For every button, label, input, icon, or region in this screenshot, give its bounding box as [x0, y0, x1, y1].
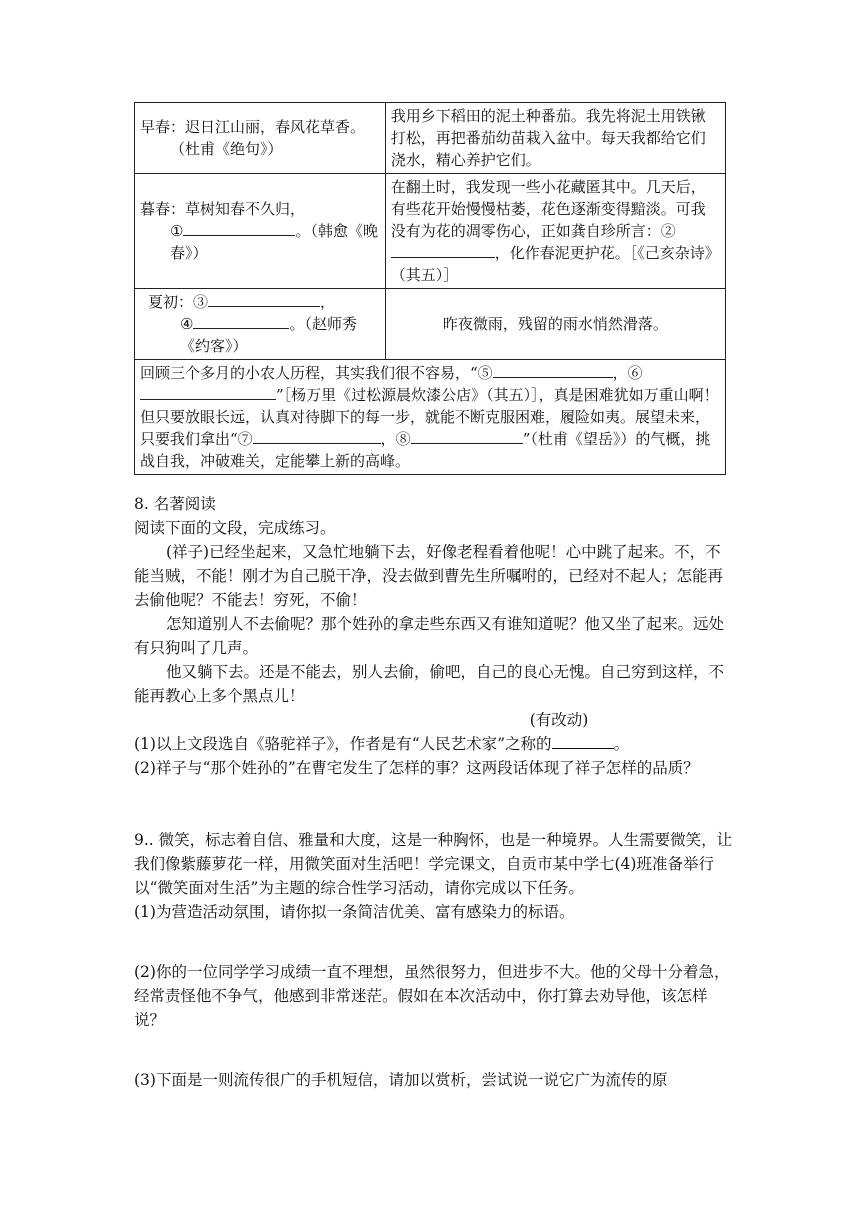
author-answer-blank[interactable]: [552, 734, 614, 749]
comma: ，: [320, 293, 336, 311]
light-rain-cell: 昨夜微雨，残留的雨水悄然滑落。: [385, 289, 725, 360]
q8-paragraph-1: (祥子)已经坐起来，又急忙地躺下去，好像老程看着他呢！心中跳了起来。不，不能当贼，不能！刚才为自己脱干净，没去做到曹先生所嘱咐的，已经对不起人；怎能再去偷他呢？不能去！穷死，不偷！: [134, 543, 724, 609]
early-spring-cell: [135, 103, 386, 174]
early-summer-source: 。（赵师秀《约客》）: [180, 315, 357, 355]
table-row: [135, 103, 726, 174]
fill-blank-6[interactable]: [140, 384, 276, 400]
early-spring-source: （杜甫《绝句》）: [170, 140, 283, 158]
late-spring-line: 暮春：草树知春不久归，: [140, 200, 306, 218]
review-text-e: ”（杜甫《望岳》）的气概，挑战自我，冲破难关，定能攀上新的高峰。: [140, 430, 711, 470]
review-text-d: ，⑧: [380, 430, 411, 448]
fill-blank-8[interactable]: [411, 428, 523, 444]
tomato-planting-cell: 我用乡下稻田的泥土种番茄。我先将泥土用铁锹打松，再把番茄幼苗栽入盆中。每天我都给它们浇水，精心养护它们。: [385, 103, 725, 174]
q8-title: 8. 名著阅读: [134, 495, 216, 513]
question-8: [134, 492, 734, 780]
early-summer-line-1: [140, 291, 380, 313]
q9-sub-3-block: [134, 1068, 734, 1092]
fill-blank-5[interactable]: [493, 362, 613, 378]
flower-wither-text: 在翻土时，我发现一些小花藏匿其中。几天后，有些花开始慢慢枯萎，花色逐渐变得黯淡。可我没有为花的凋零伤心，正如龚自珍所言：②: [390, 178, 706, 240]
q9-sub-2: (2)你的一位同学学习成绩一直不理想，虽然很努力，但进步不大。他的父母十分着急，经常责怪他不争气，他感到非常迷茫。假如在本次活动中，你打算去劝导他，该怎样说？: [134, 963, 730, 1029]
table-row: [135, 174, 726, 289]
fill-blank-2[interactable]: [391, 242, 495, 258]
flower-wither-tail: ，化作春泥更护花。［《己亥杂诗》（其五）］: [390, 244, 720, 284]
fill-blank-4[interactable]: [193, 313, 289, 329]
fill-blank-7[interactable]: [253, 428, 381, 444]
fill-blank-1[interactable]: [183, 220, 295, 236]
fill-blank-3[interactable]: [208, 291, 320, 307]
review-cell: [135, 360, 726, 475]
early-summer-line-2: [140, 313, 380, 357]
blank-marker-3: 夏初：③: [148, 293, 209, 311]
q8-intro: 阅读下面的文段，完成练习。: [134, 519, 336, 537]
q8-paragraph-3: 他又躺下去。还是不能去，别人去偷，偷吧，自己的良心无愧。自己穷到这样，不能再教心上多个黑点儿！: [134, 663, 725, 705]
q8-paragraph-2: 怎知道别人不去偷呢？那个姓孙的拿走些东西又有谁知道呢？他又坐了起来。远处有只狗叫了几声。: [134, 615, 725, 657]
early-spring-line: 早春：迟日江山丽，春风花草香。: [140, 118, 366, 136]
review-text-b: ，⑥: [612, 364, 643, 382]
table-row: [135, 289, 726, 360]
table-row: [135, 360, 726, 475]
late-spring-source: 。（韩愈《晚春》）: [170, 222, 378, 262]
q9-intro: 9.. 微笑，标志着自信、雅量和大度，这是一种胸怀，也是一种境界。人生需要微笑，让我们像紫藤萝花一样，用微笑面对生活吧！学完课文，自贡市某中学七(4)班准备举行以“微笑面对生活”为主题的综合性学习活动，请你完成以下任务。: [134, 831, 733, 897]
q8-sub-1-end: 。: [613, 735, 630, 753]
q8-sub-1: [134, 732, 734, 756]
early-summer-cell: [135, 289, 386, 360]
poem-table: [134, 102, 726, 475]
late-spring-blank-line: [140, 220, 380, 264]
q9-sub-2-block: [134, 960, 734, 1032]
q8-sub-1-text: (1)以上文段选自《骆驼祥子》，作者是有“人民艺术家”之称的: [134, 735, 552, 753]
review-text-a: 回顾三个多月的小农人历程，其实我们很不容易，“⑤: [140, 364, 493, 382]
flower-wither-cell: [385, 174, 725, 289]
q9-sub-3: (3)下面是一则流传很广的手机短信，请加以赏析，尝试说一说它广为流传的原: [134, 1071, 668, 1089]
q8-note: (有改动): [529, 711, 589, 729]
late-spring-cell: [135, 174, 386, 289]
question-9: [134, 828, 734, 924]
q9-sub-1: (1)为营造活动氛围，请你拟一条简洁优美、富有感染力的标语。: [134, 903, 575, 921]
review-text-c: ”［杨万里《过松源晨炊漆公店》（其五）］，真是困难犹如万重山啊！但只要放眼长远，认真对待脚下的每一步，就能不断克服困难，履险如夷。展望未来，只要我们拿出“⑦: [140, 386, 719, 448]
q8-sub-2: (2)祥子与“那个姓孙的”在曹宅发生了怎样的事？这两段话体现了祥子怎样的品质？: [134, 759, 699, 777]
blank-marker-4: ④: [180, 315, 194, 333]
blank-marker-1: ①: [170, 222, 184, 240]
